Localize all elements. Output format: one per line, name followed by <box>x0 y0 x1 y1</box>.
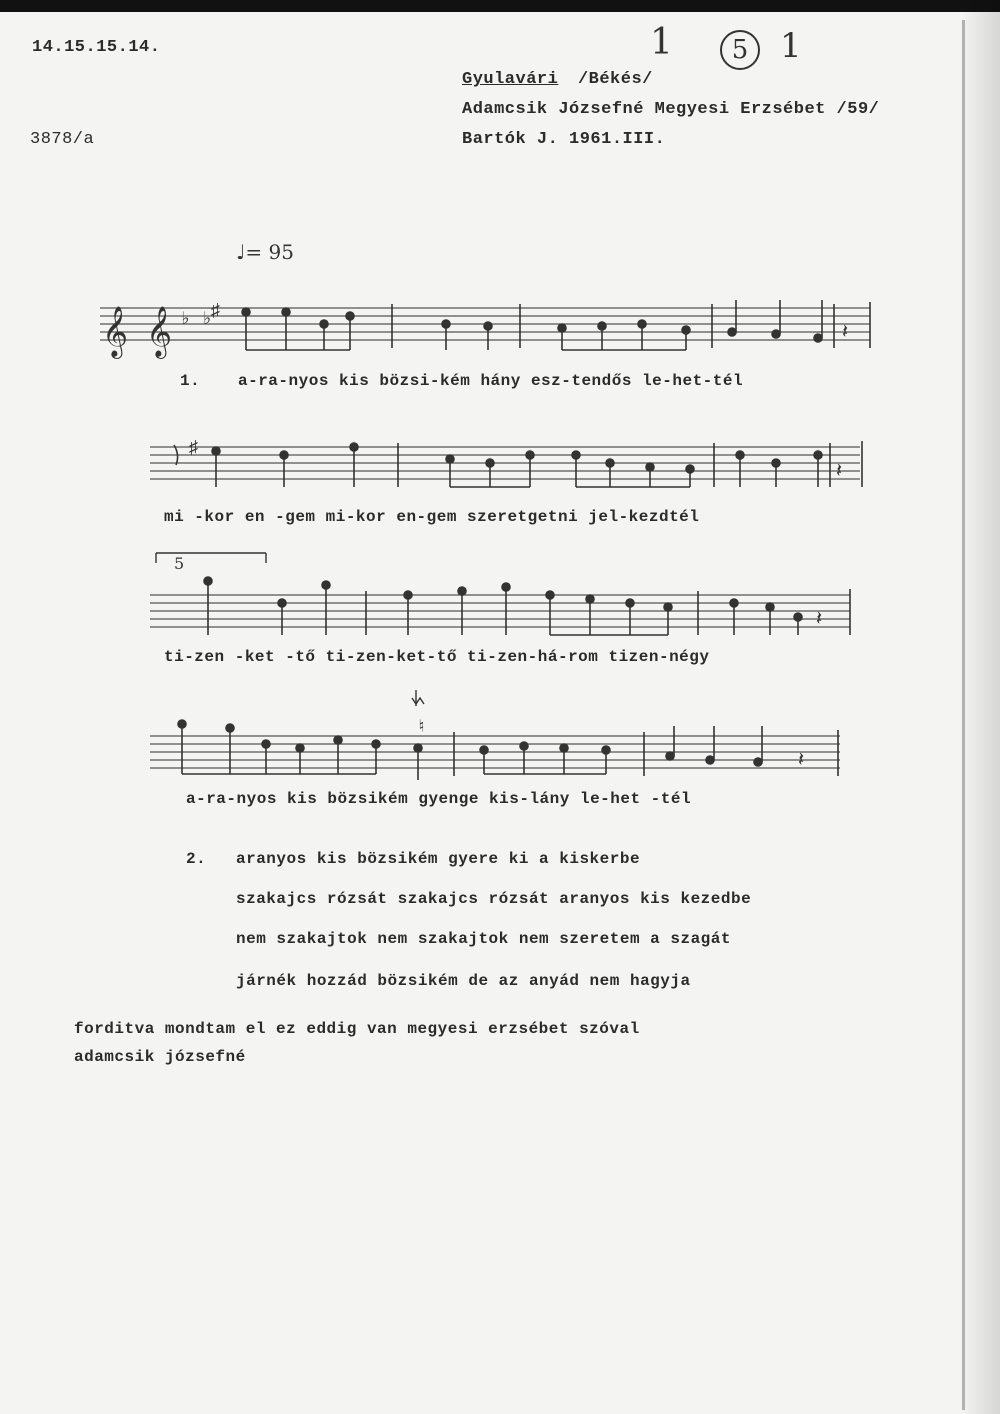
tempo-mark: ♩= 95 <box>236 240 294 264</box>
verse2-line-4: járnék hozzád bözsikém de az anyád nem hagyja <box>236 972 691 990</box>
svg-text:𝄽: 𝄽 <box>816 609 823 632</box>
svg-text:𝄞: 𝄞 <box>102 310 129 360</box>
verse2-line-1: aranyos kis bözsikém gyere ki a kiskerbe <box>236 850 641 868</box>
svg-text:♮: ♮ <box>416 718 427 738</box>
lyric-line-2: mi -kor en -gem mi-kor en-gem szeretgetni jel-kezdtél <box>164 508 700 526</box>
svg-text:𝄽: 𝄽 <box>798 750 805 773</box>
music-staff-3 <box>150 545 860 645</box>
verse2-line-2: szakajcs rózsát szakajcs rózsát aranyos kis kezedbe <box>236 890 752 908</box>
footer-note-line-2: adamcsik józsefné <box>74 1048 246 1066</box>
music-staff-2 <box>150 425 870 505</box>
scan-top-edge <box>0 0 1000 12</box>
header-place-line <box>462 70 653 89</box>
verse-number-2: 2. <box>186 850 207 868</box>
lyric-line-1: a-ra-nyos kis bözsi-kém hány esz-tendős le-het-tél <box>238 372 744 390</box>
svg-text:𝄽: 𝄽 <box>842 322 849 345</box>
county-name: /Békés/ <box>577 70 653 89</box>
page-mark-1: 1 <box>650 22 673 63</box>
svg-text:♭ ♭: ♭ ♭ <box>180 310 213 330</box>
place-name: Gyulavári <box>462 70 559 89</box>
music-staff-1 <box>100 286 880 366</box>
footer-note-line-1: forditva mondtam el ez eddig van megyesi erzsébet szóval <box>74 1020 640 1038</box>
svg-text:♯: ♯ <box>188 439 199 459</box>
verse-number-1: 1. <box>180 372 201 390</box>
music-staff-4 <box>150 680 850 790</box>
lyric-line-4: a-ra-nyos kis bözsikém gyenge kis-lány le-het -tél <box>186 790 692 808</box>
informant-name: Adamcsik Józsefné Megyesi Erzsébet /59/ <box>462 100 880 119</box>
verse2-line-3: nem szakajtok nem szakajtok nem szeretem a szagát <box>236 930 731 948</box>
svg-text:𝄞: 𝄞 <box>146 310 173 360</box>
page-mark-circled: 5 <box>720 30 760 70</box>
svg-text:𝄽: 𝄽 <box>836 461 843 484</box>
archive-number: 3878/a <box>30 130 95 149</box>
scan-fold-line <box>962 20 965 1410</box>
collector-line: Bartók J. 1961.III. <box>462 130 666 149</box>
lyric-line-3: ti-zen -ket -tő ti-zen-ket-tő ti-zen-há-rom tizen-négy <box>164 648 710 666</box>
svg-text:♯: ♯ <box>210 302 221 322</box>
bracket-number: 5 <box>174 554 185 573</box>
header-code: 14.15.15.14. <box>32 38 161 57</box>
page-mark-2: 1 <box>780 26 802 66</box>
scan-right-shadow <box>960 0 1000 1414</box>
